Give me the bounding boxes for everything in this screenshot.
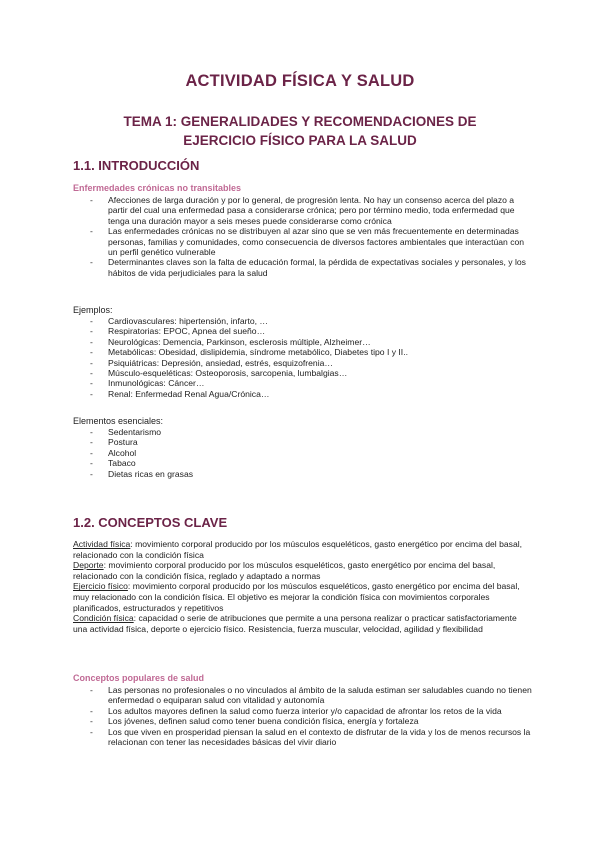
list-item: - Postura: [90, 437, 138, 448]
list-item: - Metabólicas: Obesidad, dislipidemia, síndrome metabólico, Diabetes tipo I y II..: [90, 347, 408, 358]
list-item: - Cardiovasculares: hipertensión, infarto, …: [90, 316, 269, 326]
dash-bullet: -: [90, 195, 93, 205]
dash-bullet: -: [90, 716, 93, 727]
dash-bullet: -: [90, 257, 93, 268]
definition-text: : movimiento corporal producido por los músculos esqueléticos, gasto energético por encima del basal, relacionado con la condición física, reglado y adaptado a normas: [73, 560, 496, 581]
dash-bullet: -: [90, 685, 93, 695]
section-1-heading: 1.1. INTRODUCCIÓN: [73, 158, 200, 173]
dash-bullet: -: [90, 226, 93, 237]
list-item: - Los adultos mayores definen la salud como fuerza interior y/o capacidad de afrontar los retos de la vida: [90, 705, 502, 716]
list-item: - Músculo-esqueléticas: Osteoporosis, sarcopenia, lumbalgias…: [90, 368, 348, 379]
definition-term: Ejercicio físico: [73, 581, 128, 592]
list-item: - Los jóvenes, definen salud como tener buena condición física, energía y fortaleza: [90, 716, 419, 727]
dash-bullet: -: [90, 726, 93, 737]
definition-term: Deporte: [73, 560, 104, 571]
list-item: - Sedentarismo: [90, 427, 162, 437]
list-item: - Determinantes claves son la falta de educación formal, la pérdida de expectativas sociales y personales, y los hábitos de vida perjudiciales para la salud: [90, 257, 526, 278]
list-item: - Las enfermedades crónicas no se distribuyen al azar sino que se ven más frecuentemente en determinadas personas, familias y comunidades, como consecuencia de diversos factores ambientales que interactúan con un perfil genético vulnerable: [90, 226, 525, 258]
definition-text: : movimiento corporal producido por los músculos esqueléticos, gasto energético por encima del basal, muy relacionado con la condición física. El objetivo es mejorar la condición física con movimientos corporales planificados, estructurados y repetitivos: [73, 581, 520, 613]
elements-label: Elementos esenciales:: [73, 416, 164, 426]
dash-bullet: -: [90, 316, 93, 326]
dash-bullet: -: [90, 468, 93, 479]
list-item: - Psiquiátricas: Depresión, ansiedad, estrés, esquizofrenia…: [90, 357, 333, 368]
list-item: - Los que viven en prosperidad piensan la salud en el contexto de disfrutar de la vida y los de menos recursos la relacionan con tener las necesidades básicas del vivir diario: [90, 726, 531, 748]
definition-term: Condición física: [73, 613, 134, 624]
definition-text: : capacidad o serie de atribuciones que permite a una persona realizar o practicar satisfactoriamente una actividad física, deporte o ejercicio físico. Resistencia, fuerza muscular, velocidad, agilidad y flexibilidad: [73, 613, 517, 634]
list-item: - Neurológicas: Demencia, Parkinson, esclerosis múltiple, Alzheimer…: [90, 336, 371, 347]
dash-bullet: -: [90, 326, 93, 337]
dash-bullet: -: [90, 458, 93, 469]
definitions-block: [73, 539, 533, 634]
dash-bullet: -: [90, 347, 93, 358]
dash-bullet: -: [90, 705, 93, 716]
list-item: - Las personas no profesionales o no vinculados al ámbito de la saluda estiman ser saludables cuando no tienen enfermedad o equiparan salud con vitalidad y autonomía: [90, 685, 532, 706]
list-item: - Respiratorias: EPOC, Apnea del sueño…: [90, 326, 266, 337]
elements-list: [73, 427, 533, 479]
section-2-bullet-list: [73, 685, 533, 747]
list-item: - Dietas ricas en grasas: [90, 468, 194, 479]
list-item: - Tabaco: [90, 458, 136, 469]
list-item: - Afecciones de larga duración y por lo general, de progresión lenta. No hay un consenso acerca del plazo a partir del cual una enfermedad pasa a considerarse crónica; pero por término medio, toda enfermedad que tenga una duración mayor a seis meses puede considerarse como crónica: [90, 195, 515, 226]
dash-bullet: -: [90, 437, 93, 448]
section-1-bullet-list: [73, 195, 533, 278]
subtitle-line-2: EJERCICIO FÍSICO PARA LA SALUD: [183, 133, 417, 148]
dash-bullet: -: [90, 368, 93, 379]
list-item: - Inmunológicas: Cáncer…: [90, 378, 205, 389]
document-title: ACTIVIDAD FÍSICA Y SALUD: [185, 72, 415, 90]
dash-bullet: -: [90, 357, 93, 368]
section-2-heading: 1.2. CONCEPTOS CLAVE: [73, 515, 228, 530]
document-subtitle: [60, 112, 540, 150]
section-2-subheading: Conceptos populares de salud: [73, 673, 205, 683]
list-item: - Renal: Enfermedad Renal Agua/Crónica…: [90, 388, 270, 399]
definition-term: Actividad física: [73, 539, 131, 549]
definition-text: : movimiento corporal producido por los músculos esqueléticos, gasto energético por encima del basal, relacionado con la condición física: [73, 539, 523, 560]
dash-bullet: -: [90, 378, 93, 389]
section-1-subheading: Enfermedades crónicas no transitables: [73, 183, 242, 193]
list-item: - Alcohol: [90, 447, 137, 458]
dash-bullet: -: [90, 336, 93, 347]
examples-list: [73, 316, 533, 399]
dash-bullet: -: [90, 388, 93, 399]
subtitle-line-1: TEMA 1: GENERALIDADES Y RECOMENDACIONES DE: [123, 114, 477, 129]
examples-label: Ejemplos:: [73, 305, 113, 315]
dash-bullet: -: [90, 427, 93, 437]
dash-bullet: -: [90, 447, 93, 458]
